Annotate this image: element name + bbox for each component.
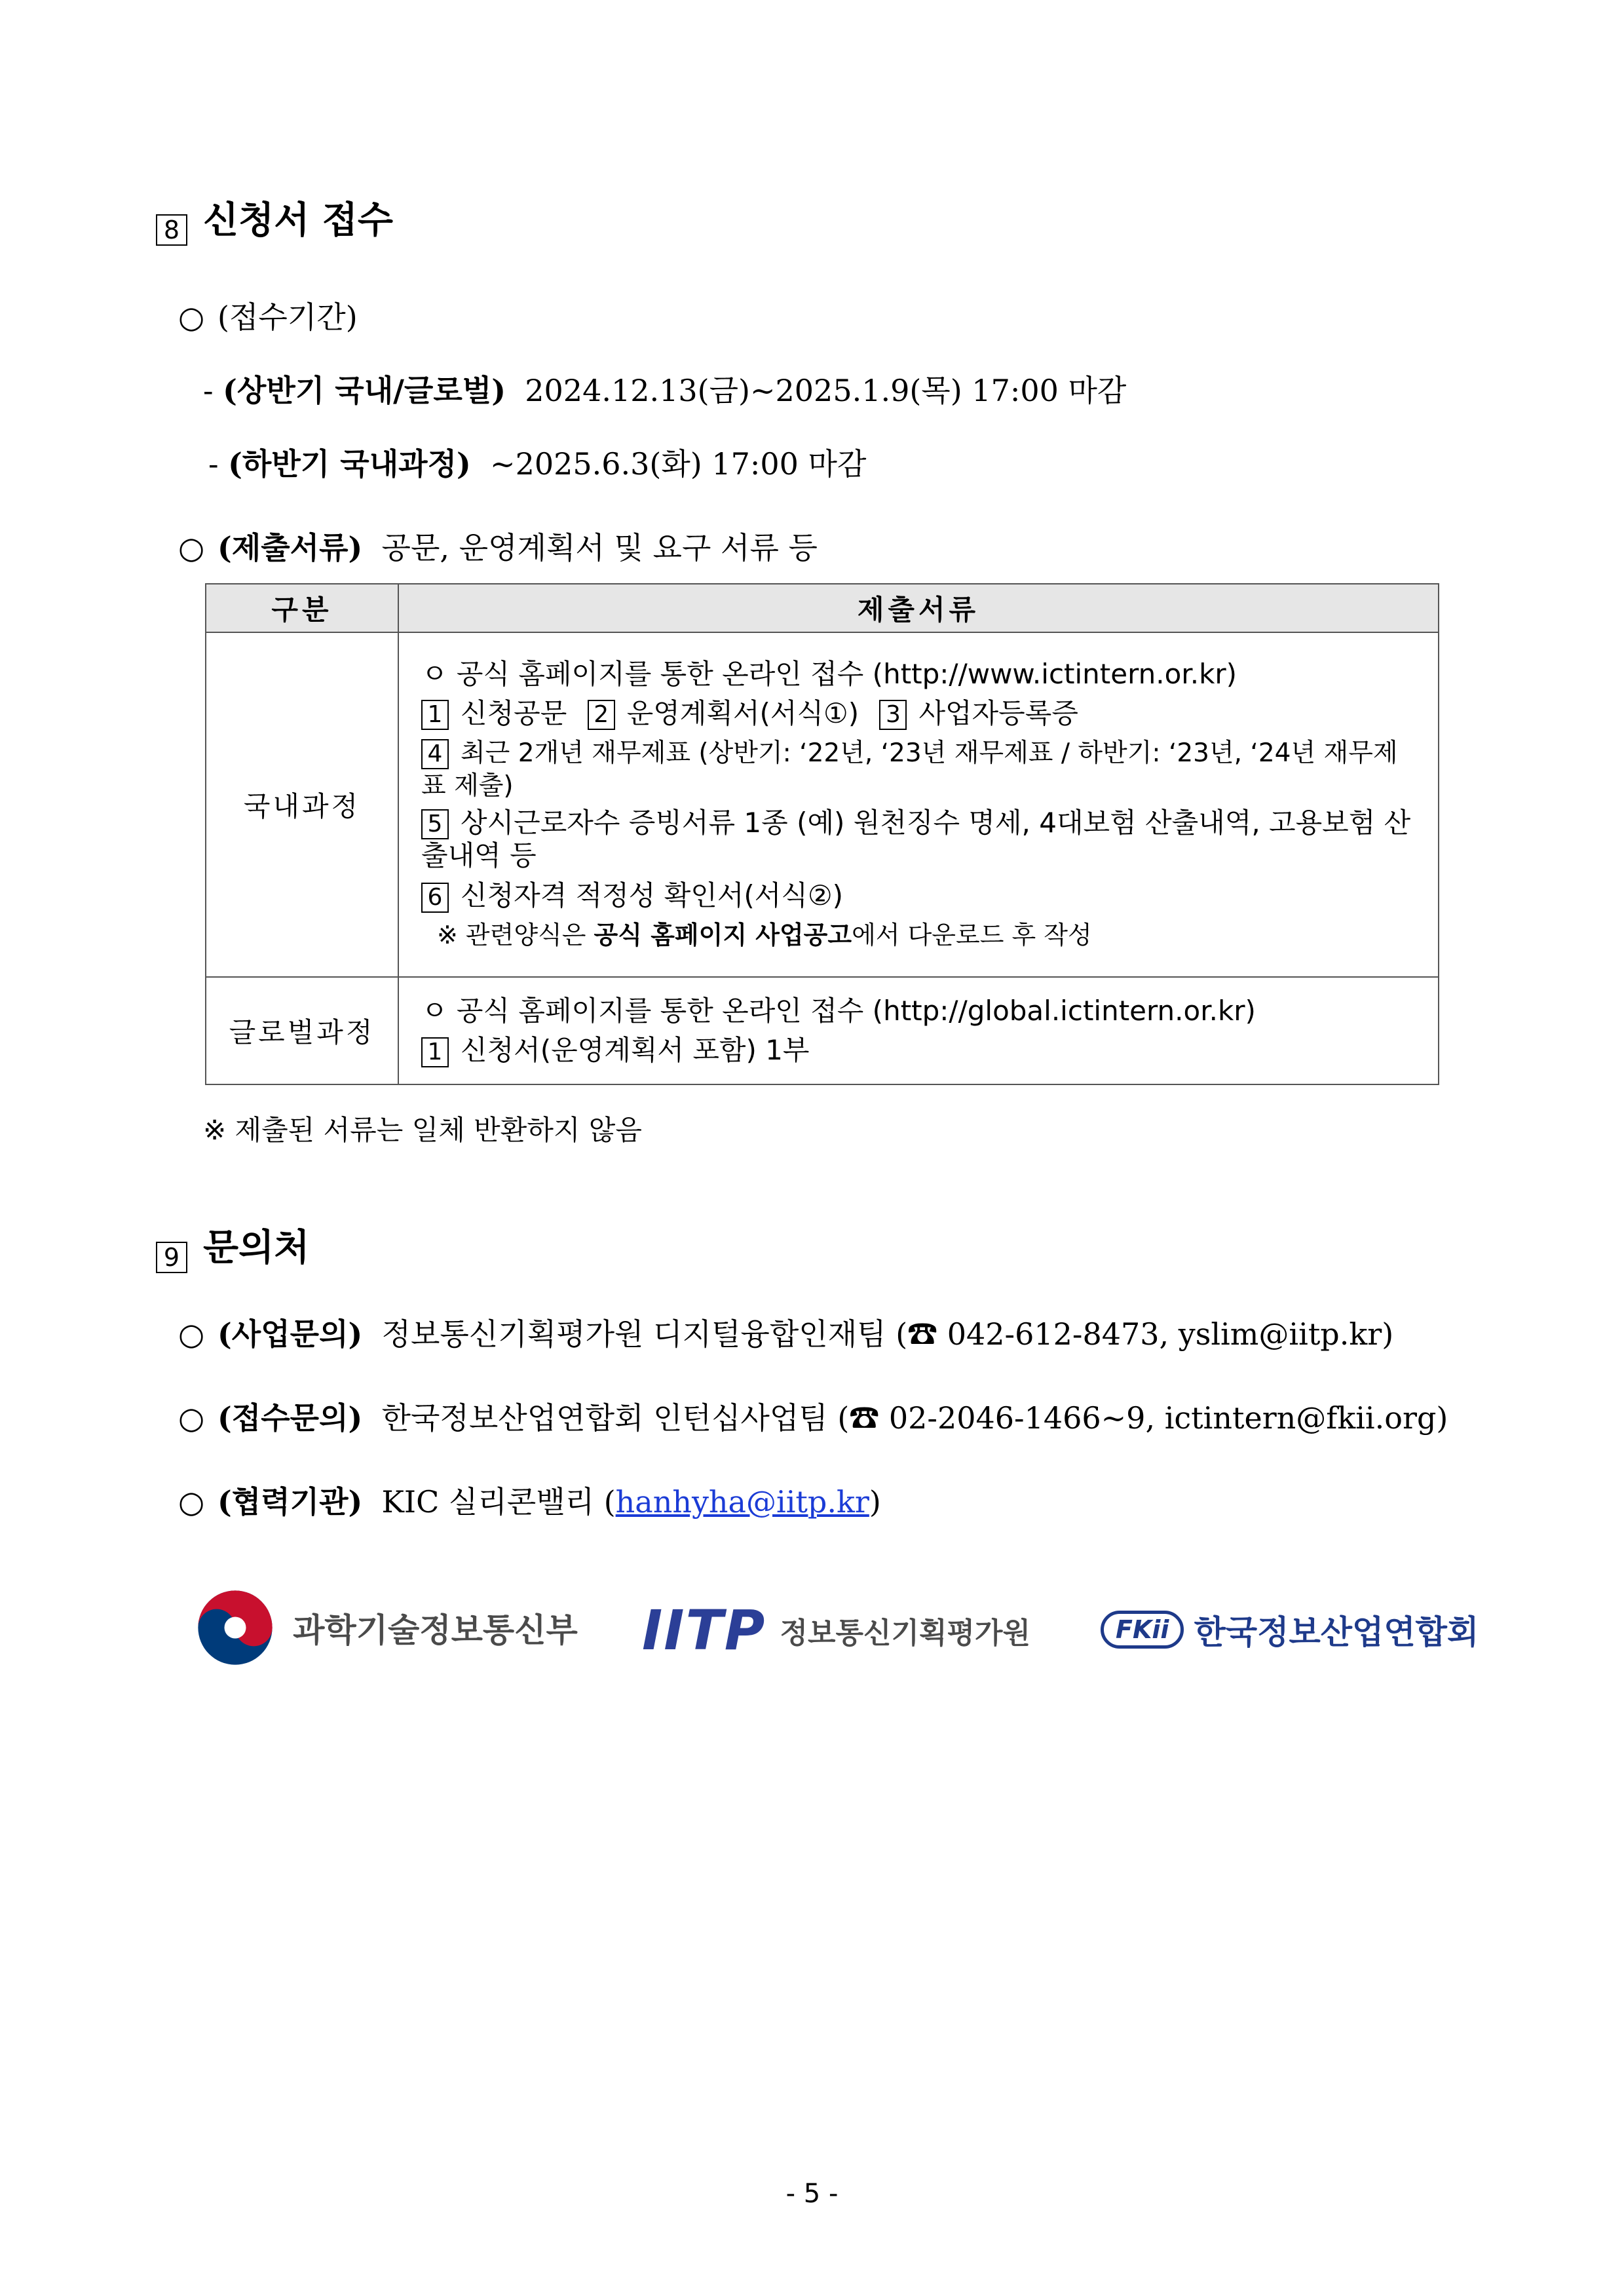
table-header-row [206,584,1439,632]
second-half-period: - (하반기 국내과정) ~2025.6.3(화) 17:00 마감 [208,446,867,482]
online-submission-line: ㅇ 공식 홈페이지를 통한 온라인 접수 (http://global.ictintern.or.kr) [421,995,1256,1027]
logo-row [197,1589,1479,1668]
fkii-name: 한국정보산업연합회 [1194,1613,1479,1651]
item-4: 4 최근 2개년 재무제표 (상반기: ‘22년, ‘23년 재무제표 / 하반기: ‘23년, ‘24년 재무제표 제출) [421,738,1398,801]
category-global: 글로벌과정 [206,977,398,1084]
section-title: 문의처 [203,1227,310,1269]
item-number-box: 4 [421,739,449,769]
fkii-logo [1101,1606,1479,1653]
category-domestic: 국내과정 [206,632,398,977]
section-number: 8 [156,214,187,246]
period-heading: ○ (접수기간) [178,299,358,335]
template-note: ※ 관련양식은 공식 홈페이지 사업공고에서 다운로드 후 작성 [437,921,1092,950]
table-row-domestic [206,632,1439,977]
section-8-header [156,191,393,246]
documents-heading: ○ (제출서류) 공문, 운영계획서 및 요구 서류 등 [178,530,818,565]
item-row-1-3: 1 신청공문 2 운영계획서(서식①) 3 사업자등록증 [421,694,1421,733]
item-5: 5 상시근로자수 증빙서류 1종 (예) 원천징수 명세, 4대보험 산출내역, 고용보험 산출내역 등 [421,806,1411,872]
msit-emblem-icon [197,1589,274,1666]
item-1: 1 신청서(운영계획서 포함) 1부 [421,1031,1421,1070]
domestic-documents [398,632,1439,977]
bullet-circle-icon: ○ [178,1400,205,1436]
table-header-documents: 제출서류 [398,584,1439,632]
table-row-global [206,977,1439,1084]
item-number-box: 1 [421,1037,449,1067]
section-number: 9 [156,1242,187,1273]
iitp-name: 정보통신기획평가원 [780,1617,1031,1650]
contact-business: ○ (사업문의) 정보통신기획평가원 디지털융합인재팀 (☎ 042-612-8473, yslim@iitp.kr) [178,1316,1394,1352]
page-number: - 5 - [785,2179,839,2209]
msit-logo [197,1589,578,1666]
iitp-logo [642,1598,1030,1662]
item-number-box: 6 [421,883,449,913]
global-documents [398,977,1439,1084]
item-number-box: 2 [588,700,615,730]
item-6: 6 신청자격 적정성 확인서(서식②) [421,876,1421,915]
bullet-circle-icon: ○ [178,299,205,335]
table-header-category: 구분 [206,584,398,632]
iitp-mark: IITP [642,1598,766,1662]
bullet-circle-icon: ○ [178,1316,205,1352]
contact-partner: ○ (협력기관) KIC 실리콘밸리 (hanhyha@iitp.kr) [178,1484,881,1520]
section-9-header [156,1219,309,1273]
bullet-circle-icon: ○ [178,530,205,565]
section-title: 신청서 접수 [203,199,393,242]
contact-reception: ○ (접수문의) 한국정보산업연합회 인턴십사업팀 (☎ 02-2046-1466~9, ictintern@fkii.org) [178,1400,1448,1436]
item-number-box: 1 [421,700,449,730]
online-submission-line: ㅇ 공식 홈페이지를 통한 온라인 접수 (http://www.ictintern.or.kr) [421,657,1237,690]
fkii-mark: FKii [1101,1611,1184,1649]
partner-email-link[interactable]: hanhyha@iitp.kr [615,1484,869,1520]
bullet-circle-icon: ○ [178,1484,205,1520]
first-half-period: - (상반기 국내/글로벌) 2024.12.13(금)~2025.1.9(목) 17:00 마감 [203,373,1127,408]
table-footnote: ※ 제출된 서류는 일체 반환하지 않음 [203,1114,642,1146]
item-number-box: 3 [879,700,907,730]
msit-name: 과학기술정보통신부 [293,1611,578,1649]
documents-table [205,583,1439,1085]
item-number-box: 5 [421,809,449,839]
